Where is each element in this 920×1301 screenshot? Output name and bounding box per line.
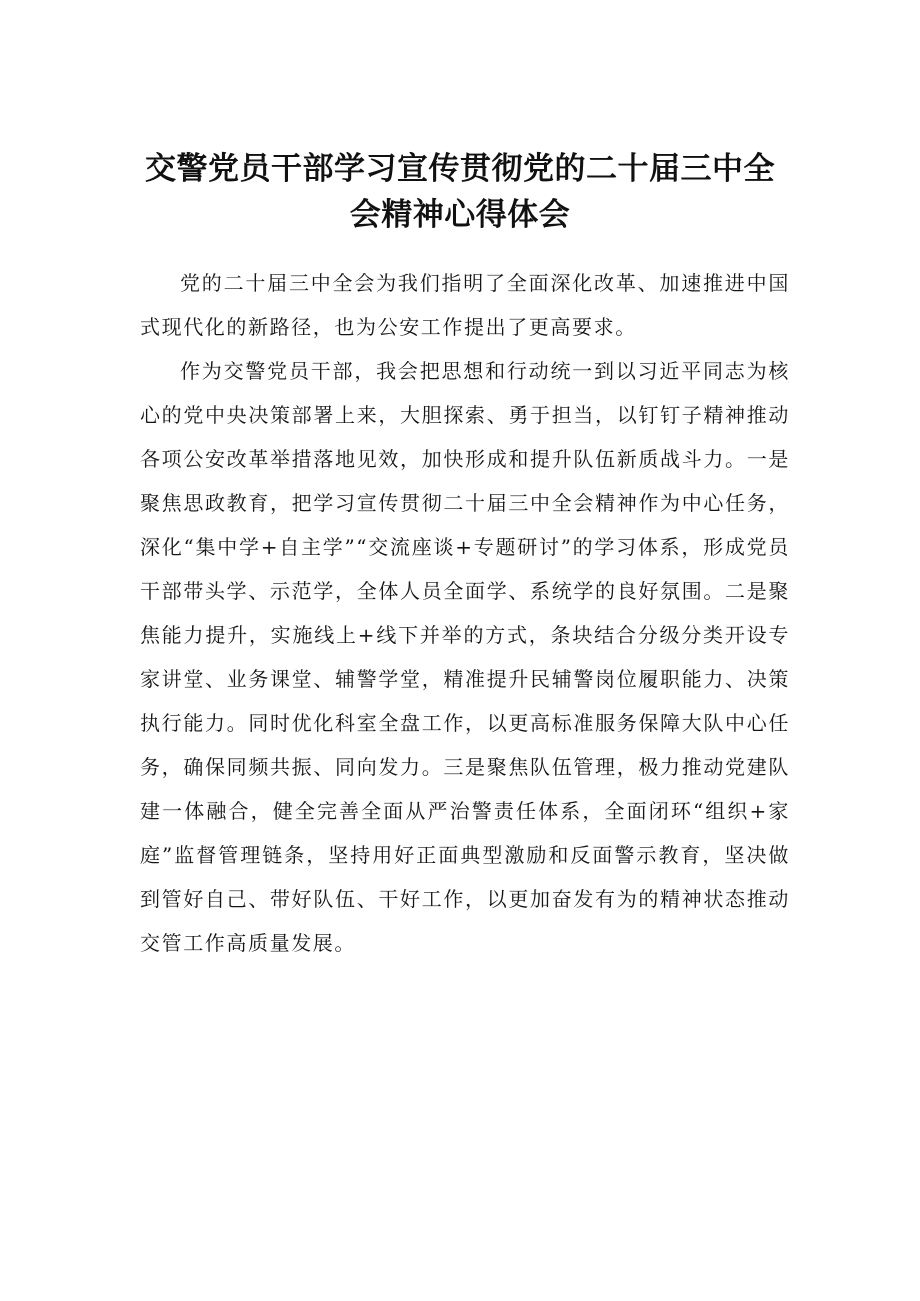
paragraph-1: 党的二十届三中全会为我们指明了全面深化改革、加速推进中国式现代化的新路径，也为公安工作提出了更高要求。 (140, 271, 790, 339)
title-line-2: 会精神心得体会 (349, 197, 571, 233)
document-body (140, 261, 790, 965)
paragraph-2: 作为交警党员干部，我会把思想和行动统一到以习近平同志为核心的党中央决策部署上来，大胆探索、勇于担当，以钉钉子精神推动各项公安改革举措落地见效，加快形成和提升队伍新质战斗力。一是聚焦思政教育，把学习宣传贯彻二十届三中全会精神作为中心任务，深化“集中学+自主学”“交流座谈+专题研讨”的学习体系，形成党员干部带头学、示范学，全体人员全面学、系统学的良好氛围。二是聚焦能力提升，实施线上+线下并举的方式，条块结合分级分类开设专家讲堂、业务课堂、辅警学堂，精准提升民辅警岗位履职能力、决策执行能力。同时优化科室全盘工作，以更高标准服务保障大队中心任务，确保同频共振、同向发力。三是聚焦队伍管理，极力推动党建队建一体融合，健全完善全面从严治警责任体系，全面闭环“组织+家庭”监督管理链条，坚持用好正面典型激励和反面警示教育，坚决做到管好自己、带好队伍、干好工作，以更加奋发有为的精神状态推动交管工作高质量发展。 (140, 359, 790, 955)
document-title (100, 146, 820, 238)
title-line-1: 交警党员干部学习宣传贯彻党的二十届三中全 (145, 151, 775, 187)
